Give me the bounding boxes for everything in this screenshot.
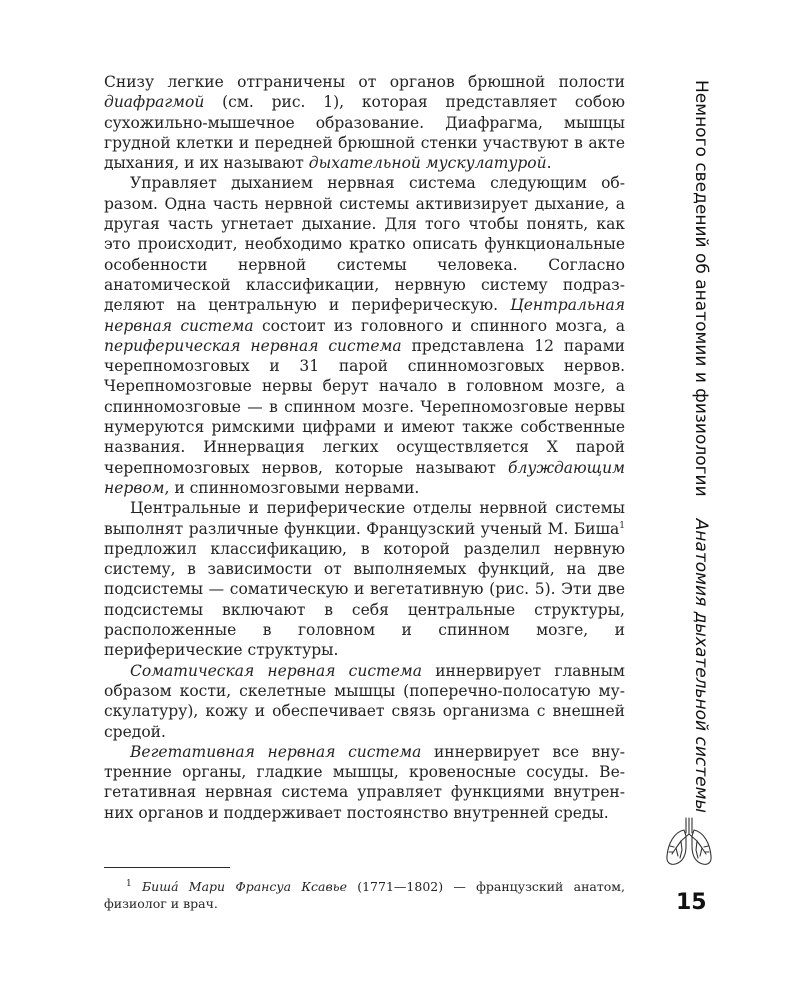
footnote-text: (1771—1802) — французский анатом, физиолог и врач.	[104, 879, 625, 911]
footnote-ref: 1	[619, 520, 625, 531]
paragraph-1: Снизу легкие отграничены от органов брюшной полости диафрагмой (см. рис. 1), которая представляет собою сухожильно-мышечное образование. Диафрагма, мышцы грудной клетки и передней брюшной стенки участвуют в акте дыхания, и их называют дыхательной мускулатурой.	[104, 73, 625, 173]
paragraph-3: Центральные и периферические отделы нервной системы выполнят различные функции. Французский ученый М. Биша$^1$ предложил классификацию, в которой разделил нервную систему, в зависимости от выполняемых функций, на две подсистемы — соматическую и вегетативную (рис. 5). Эти две подсистемы включают в себя центральные структуры, расположенные в головном и спинном мозге, и периферические структуры.	[104, 499, 625, 660]
main-text	[104, 72, 625, 823]
footnote	[104, 878, 625, 912]
page-number: 15	[676, 890, 707, 915]
running-header-subtitle: Анатомия дыхательной системы	[691, 518, 711, 813]
running-header-title: Немного сведений об анатомии и физиологии	[691, 80, 711, 497]
paragraph-4: Соматическая нервная система иннервирует главным образом кости, скелетные мышцы (поперечно-полосатую мускулатуру), кожу и обеспечивает связь организма с внешней средой.	[104, 661, 625, 741]
footnote-name: Бишá Мари Франсуа Ксавье	[142, 879, 347, 894]
footnote-mark: 1	[126, 878, 132, 889]
paragraph-2: Управляет дыханием нервная система следующим образом. Одна часть нервной системы активизирует дыхание, а другая часть угнетает дыхание. Для того чтобы понять, как это происходит, необходимо кратко описать функциональные особенности нервной системы человека. Согласно анатомической классификации, нервную систему подразделяют на центральную и периферическую. Центральная нервная система состоит из головного и спинного мозга, а периферическая нервная система представлена 12 парами черепномозговых и 31 парой спинномозговых нервов. Черепномозговые нервы берут начало в головном мозге, а спинномозговые — в спинном мозге. Черепномозговые нервы нумеруются римскими цифрами и имеют также собственные названия. Иннервация легких осуществляется X парой черепномозговых нервов, которые называют блуждающим нервом, и спинномозговыми нервами.	[104, 174, 625, 497]
lungs-icon	[664, 816, 714, 868]
paragraph-5: Вегетативная нервная система иннервирует все внутренние органы, гладкие мышцы, кровеносные сосуды. Вегетативная нервная система управляет функциями внутренних органов и поддерживает постоянство внутренней среды.	[104, 742, 625, 822]
footnote-divider	[104, 867, 230, 868]
running-header	[689, 80, 713, 813]
